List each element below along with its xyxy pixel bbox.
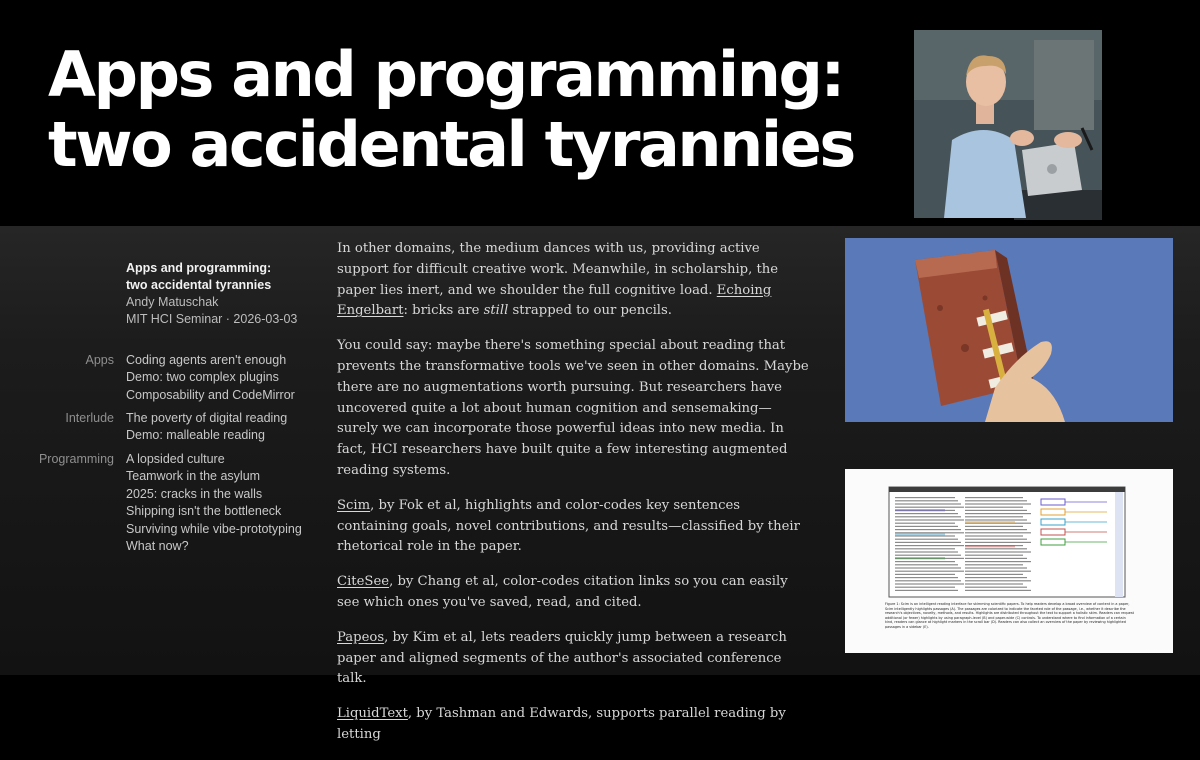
toc-item[interactable]: Demo: malleable reading (126, 428, 265, 443)
article-body (337, 239, 812, 760)
toc-item[interactable]: The poverty of digital reading (126, 411, 288, 425)
toc-section-label: Apps (85, 353, 114, 367)
paragraph: Papeos, by Kim et al, lets readers quickly jump between a research paper and aligned segments of the author's associated conference talk. (337, 629, 787, 687)
scim-link[interactable]: Scim (337, 497, 371, 513)
speaker-photo (914, 30, 1102, 218)
toc-item[interactable]: What now? (126, 539, 189, 554)
paragraph: Scim, by Fok et al, highlights and color-codes key sentences containing goals, novel contributions, and results—classified by their rhetorical role in the paper. (337, 497, 800, 555)
toc-item[interactable]: 2025: cracks in the walls (126, 486, 263, 501)
paragraph: You could say: maybe there's something special about reading that prevents the transformative tools we've seen in other domains. Maybe there are no augmentations worth pursuing. But researchers have uncovered quite a lot about human cognition and sensemaking—surely we can incorporate those powerful ideas into new media. In fact, HCI researchers have built quite a few interesting augmented reading systems. (337, 338, 809, 478)
toc-item[interactable]: Shipping isn't the bottleneck (126, 504, 282, 519)
paragraph: In other domains, the medium dances with us, providing active support for difficult creative work. Meanwhile, in scholarship, the paper lies inert, and we shoulder the full cognitive load. Echoing Engelbart: bricks are still strapped to our pencils. (337, 241, 779, 319)
talk-title-line-1: Apps and programming: (126, 261, 272, 275)
liquidtext-link[interactable]: LiquidText (337, 706, 408, 722)
toc-item[interactable]: Coding agents aren't enough (126, 353, 287, 367)
figure-caption: Figure 1: Scim is an intelligent reading interface for skimming scientific papers. To help readers develop a broad overview of content in a paper, Scim intelligently highlights passages (A). The passages are colorized to indicate the faceted role of the passage, i.e., whether it describe the research's objectives, novelty, methods, and results. Highlights are distributed throughout the text to support a holistic skim. Readers can request additional (or fewer) highlights by using paragraph-level (B) and paper-wide (C) controls. To understand where to find information of a certain kind, readers can glance at highlight markers in the scroll bar (D). Readers can also collect an overview of the paper by reviewing highlighted passages in a sidebar (E). (885, 602, 1134, 629)
toc-section-label: Programming (38, 452, 114, 466)
page-title (48, 40, 878, 180)
talk-author: Andy Matuschak (126, 295, 219, 309)
toc-item[interactable]: Surviving while vibe-prototyping (126, 521, 302, 536)
page-title-line-1: Apps and programming: (48, 38, 843, 111)
papeos-link[interactable]: Papeos (337, 629, 385, 645)
talk-info (126, 260, 326, 328)
toc-item[interactable]: A lopsided culture (126, 452, 225, 466)
talk-venue-date: MIT HCI Seminar · 2026-03-03 (126, 312, 298, 326)
toc-item[interactable]: Teamwork in the asylum (126, 469, 261, 484)
toc-section-label: Interlude (65, 411, 114, 425)
engelbart-link[interactable]: Echoing Engelbart (337, 282, 772, 319)
toc-item[interactable]: Demo: two complex plugins (126, 370, 279, 385)
content-area (0, 226, 1200, 742)
page-title-line-2: two accidental tyrannies (48, 108, 854, 181)
talk-title-line-2: two accidental tyrannies (126, 278, 272, 292)
brick-pencil-image (845, 238, 1173, 422)
talk-header (0, 0, 1200, 226)
toc-item[interactable]: Composability and CodeMirror (126, 387, 295, 402)
paragraph: LiquidText, by Tashman and Edwards, supports parallel reading by letting (337, 706, 786, 742)
scim-figure-image (845, 469, 1173, 653)
citesee-link[interactable]: CiteSee (337, 574, 390, 590)
paragraph: CiteSee, by Chang et al, color-codes citation links so you can easily see which ones you've saved, read, and cited. (337, 574, 788, 610)
